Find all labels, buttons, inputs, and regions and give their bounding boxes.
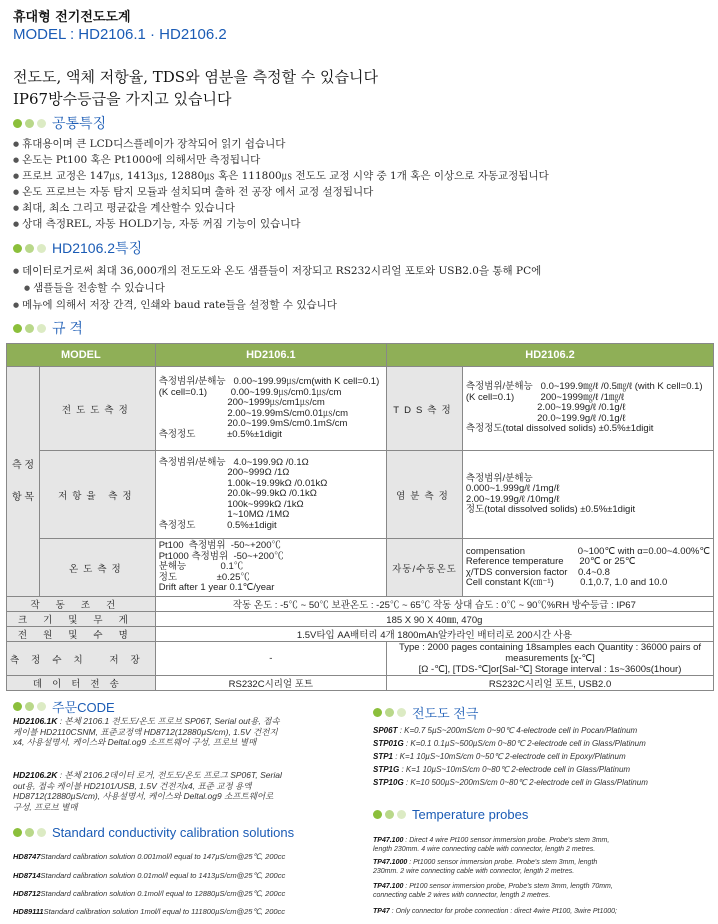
section-order-heading	[13, 697, 115, 716]
row-label: 크기및무게	[7, 612, 156, 627]
feature-item: ● 프로브 교정은 147㎲, 1413㎲, 12880㎲ 혹은 111800㎲ 전도도 교정 시약 중 1개 혹은 이상으로 자동교정됩니다	[13, 170, 549, 183]
feature-item: ● 온도 프로브는 자동 탐지 모듈과 설치되며 출하 전 공장 에서 교정 설정됩니다	[13, 186, 373, 199]
electrode-item: STP01G : K=0.1 0.1µS~500µS/cm 0~80℃ 2-electrode cell in Glass/Platinum	[373, 739, 646, 748]
spec-cell: 측정범위/분해능 0.00~199.99㎲/cm(with K cell=0.1) (K cell=0.1) 0.00~199.9㎲/cm0.1㎲/cm 200~1999㎲/cm1㎲/cm 2.00~19.99mS/cm0.01㎲/cm 20.0~199.9mS/cm0.1mS/cm 측정정도 ±0.5%±1digit	[155, 367, 386, 451]
spec-cell: RS232C시리얼 포트, USB2.0	[387, 676, 714, 691]
section-title: Standard conductivity calibration solutions	[52, 825, 295, 840]
spec-cell: 측정범위/분해능 0.0~199.9㎎/ℓ /0.5㎎/ℓ (with K cell=0.1) (K cell=0.1) 200~1999㎎/ℓ /1㎎/ℓ 2.00~19.99g/ℓ /0.1g/ℓ 20.0~199.9g/ℓ /0.1g/ℓ 측정정도(total dissolved solids) ±0.5%±1digit	[462, 367, 713, 451]
temp-item: TP47 : Only connector for probe connection : direct 4wire Pt100, 3wire Pt1000;	[373, 908, 617, 915]
row-label: 염분측정	[387, 451, 463, 539]
intro-line: IP67방수등급을 가지고 있습니다	[13, 90, 232, 108]
bullet-dots-icon	[13, 702, 46, 711]
electrode-item: STP1G : K=1 10µS~10mS/cm 0~80℃ 2-electrode cell in Glass/Platinum	[373, 765, 631, 774]
row-label: 전도도측정	[40, 367, 156, 451]
product-title: 휴대형 전기전도도계	[13, 10, 131, 25]
row-label: 자동/수동온도	[387, 539, 463, 597]
calib-item: HD8747Standard calibration solution 0.001mol/l equal to 147µS/cm@25℃, 200cc	[13, 852, 286, 861]
section-electrode-heading	[373, 703, 478, 722]
feature-item: ● 데이터로거로써 최대 36,000개의 전도도와 온도 샘플들이 저장되고 RS232시리얼 포토와 USB2.0을 통해 PC에	[13, 265, 541, 278]
spec-cell: 185 X 90 X 40㎜, 470g	[155, 612, 713, 627]
bullet-dots-icon	[373, 708, 406, 717]
temp-item: TP47.1000 : Pt1000 sensor immersion probe. Probe's stem 3mm, length 230mm. 2 wire connecting cable with connector, length 2 metres.	[373, 859, 598, 875]
row-label: 저항율 측정	[40, 451, 156, 539]
electrode-item: STP1 : K=1 10µS~10mS/cm 0~50℃ 2-electrode cell in Epoxy/Platinum	[373, 752, 626, 761]
header-hd21062: HD2106.2	[387, 344, 714, 367]
section-hd2-heading	[13, 238, 142, 258]
feature-item: ● 최대, 최소 그리고 평균값을 계산할수 있습니다	[13, 202, 235, 215]
section-temp-heading	[373, 807, 528, 822]
section-common-heading	[13, 113, 106, 133]
spec-table	[6, 343, 714, 691]
section-calib-heading	[13, 825, 294, 840]
spec-cell: 측정범위/분해능 0.000~1.999g/ℓ /1mg/ℓ 2.00~19.99g/ℓ /10mg/ℓ 정도(total dissolved solids) ±0.5%±1digit	[462, 451, 713, 539]
bullet-dots-icon	[13, 828, 46, 837]
section-title: 전도도 전극	[412, 706, 479, 721]
bullet-dots-icon	[13, 119, 46, 128]
group-label: 측 정 항 목	[7, 367, 40, 597]
feature-item-cont: ● 샘플들을 전송할 수 있습니다	[13, 282, 165, 295]
header-hd21061: HD2106.1	[155, 344, 386, 367]
spec-cell: Type : 2000 pages containing 18samples each Quantity : 36000 pairs of measurements [χ-℃] [Ω -℃], [TDS-℃]or[Sal-℃] Storage interval : 1s~3600s(1hour)	[387, 642, 714, 676]
order-item: HD2106.1K : 본체 2106.1 전도도/온도 프로브 SP06T, Serial out용, 접속 케이블 HD2110CSNM, 표준교정액 HD8712(12880µS/cm), 1.5V 건전지x4, 사용설명서, 케이스와 Deltal.og9 소프트웨어 구성, 프로브 별매	[13, 716, 280, 747]
section-title: 주문CODE	[52, 700, 115, 715]
electrode-item: STP10G : K=10 500µS~200mS/cm 0~80℃ 2-electrode cell in Glass/Platinum	[373, 778, 648, 787]
feature-item: ● 상대 측정REL, 자동 HOLD기능, 자동 꺼짐 기능이 있습니다	[13, 218, 301, 231]
calib-item: HD8712Standard calibration solution 0.1mol/l equal to 12880µS/cm@25℃, 200cc	[13, 889, 286, 898]
feature-item: ● 휴대용이며 큰 LCD디스플레이가 장착되어 읽기 쉽습니다	[13, 138, 285, 151]
spec-cell: Pt100 측정범위 -50~+200℃ Pt1000 측정범위 -50~+200℃ 분해능 0.1℃ 정도 ±0.25℃ Drift after 1 year 0.1℃/year	[155, 539, 386, 597]
spec-cell: 작동 온도 : -5℃ ~ 50℃ 보관온도 : -25℃ ~ 65℃ 작동 상대 습도 : 0℃ ~ 90℃%RH 방수등급 : IP67	[155, 597, 713, 612]
spec-cell: 측정범위/분해능 4.0~199.9Ω /0.1Ω 200~999Ω /1Ω 1.00k~19.99kΩ /0.01kΩ 20.0k~99.9kΩ /0.1kΩ 100k~999kΩ /1kΩ 1~10MΩ /1MΩ 측정정도 0.5%±1digit	[155, 451, 386, 539]
calib-item: HD8714Standard calibration solution 0.01mol/l equal to 1413µS/cm@25℃, 200cc	[13, 871, 286, 880]
header-model: MODEL	[7, 344, 156, 367]
section-title: HD2106.2특징	[52, 240, 143, 256]
temp-item: TP47.100 : Direct 4 wire Pt100 sensor immersion probe. Probe's stem 3mm, length 230mm. 4 wire connecting cable with connector, length 2 metres.	[373, 837, 610, 853]
section-title: Temperature probes	[412, 807, 529, 822]
section-title: 규 격	[52, 320, 83, 336]
bullet-dots-icon	[373, 810, 406, 819]
section-title: 공통특징	[52, 115, 107, 131]
calib-item: HD89111Standard calibration solution 1mol/l equal to 111800µS/cm@25℃, 200cc	[13, 907, 286, 916]
order-item: HD2106.2K : 본체 2106.2데이터 로거, 전도도/온도 프로그 SP06T, Serial out용, 접속 케이블 HD2101/USB, 1.5V 건전지x4, 표준 교정 용액 HD8712(12880µS/cm), 사용설명서, 케이스와 Deltal.og9 소프트웨어로 구성, 프로브 별매	[13, 770, 282, 812]
row-label: 데이터전송	[7, 676, 156, 691]
spec-cell: compensation 0~100℃ with α=0.00~4.00%℃ Reference temperature 20℃ or 25℃ χ/TDS conversion factor 0.4~0.8 Cell constant K(㎝⁻¹) 0.1,0.7, 1.0 and 10.0	[462, 539, 713, 597]
row-label: 작동조건	[7, 597, 156, 612]
feature-item: ● 메뉴에 의해서 저장 간격, 인쇄와 baud rate들을 설정할 수 있습니다	[13, 299, 337, 312]
row-label: 전원및수명	[7, 627, 156, 642]
row-label: TDS측정	[387, 367, 463, 451]
electrode-item: SP06T : K=0.7 5µS~200mS/cm 0~90℃ 4-electrode cell in Pocan/Platinum	[373, 726, 638, 735]
spec-cell: 1.5V타입 AA배터리 4개 1800mAh알카라인 배터리로 200시간 사용	[155, 627, 713, 642]
row-label: 측정수치 저장	[7, 642, 156, 676]
temp-item: TP47.100 : Pt100 sensor immersion probe, Probe's stem 3mm, length 70mm, connecting cable 2 wires with connector, length 2 metres.	[373, 883, 613, 899]
bullet-dots-icon	[13, 324, 46, 333]
bullet-dots-icon	[13, 244, 46, 253]
row-label: 온도측정	[40, 539, 156, 597]
feature-item: ● 온도는 Pt100 혹은 Pt1000에 의해서만 측정됩니다	[13, 154, 260, 167]
intro-line: 전도도, 액체 저항율, TDS와 염분을 측정할 수 있습니다	[13, 68, 379, 86]
spec-cell: RS232C시리얼 포트	[155, 676, 386, 691]
section-spec-heading	[13, 318, 83, 338]
spec-cell: -	[155, 642, 386, 676]
model-title: MODEL : HD2106.1 · HD2106.2	[13, 26, 227, 43]
